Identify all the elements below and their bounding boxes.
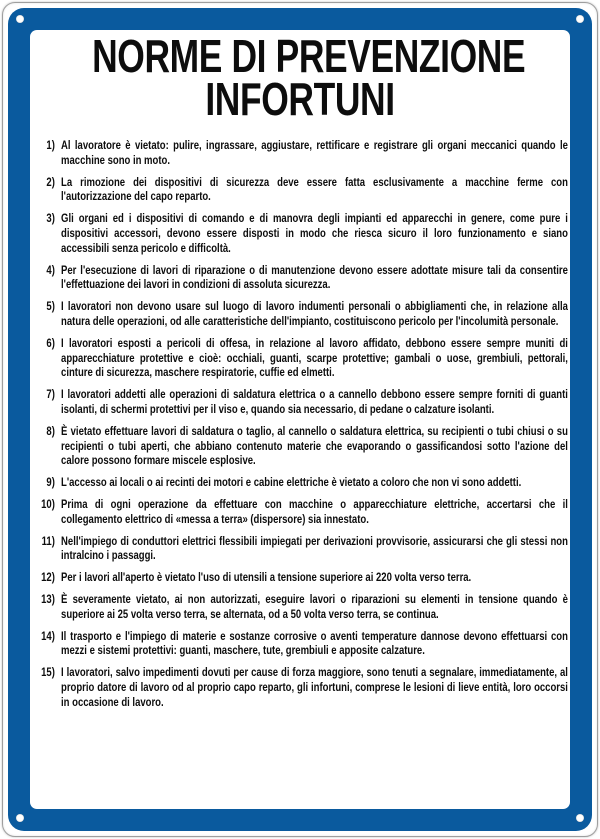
mounting-hole-bottom-right [576, 814, 584, 822]
rule-item [38, 387, 568, 417]
rule-number: 10) [41, 496, 55, 511]
rule-item [38, 570, 568, 585]
rule-text: L'accesso ai locali o ai recinti dei motori e cabine elettriche è vietato a coloro che non vi sono addetti. [61, 475, 522, 490]
rule-number: 9) [46, 475, 55, 490]
rule-text: I lavoratori non devono usare sul luogo di lavoro indumenti personali o abbigliamenti che, in relazione alla natura delle operazioni, od alle caratteristiche dell'impianto, costituiscono pericolo per l'incolumità personale. [61, 299, 568, 328]
rule-item [38, 629, 568, 659]
mounting-hole-bottom-left [16, 814, 24, 822]
rule-text: Al lavoratore è vietato: pulire, ingrassare, aggiustare, rettificare e registrare gli organi meccanici quando le macchine sono in moto. [61, 138, 568, 167]
rule-number: 13) [41, 591, 55, 606]
mounting-hole-top-right [576, 15, 584, 23]
rule-number: 5) [46, 299, 55, 314]
rule-text: Prima di ogni operazione da effettuare con macchine o apparecchiature elettriche, accertarsi che il collegamento elettrico di «messa a terra» (dispersore) sia innestato. [61, 496, 568, 526]
sign-title [92, 30, 526, 125]
rule-number: 7) [46, 387, 55, 402]
rule-number: 2) [46, 174, 55, 189]
rule-item [38, 336, 568, 380]
rule-text: Il trasporto e l'impiego di materie e sostanze corrosive o aventi temperature dannose devono effettuarsi con mezzi e sistemi protettivi: guanti, maschere, tute, grembiuli e apposite calzature. [61, 628, 568, 658]
rule-number: 14) [41, 628, 55, 643]
rule-item [38, 299, 568, 329]
rule-number: 4) [46, 262, 55, 277]
rule-text: Gli organi ed i dispositivi di comando e di manovra degli impianti ed apparecchi in genere, come pure i dispositivi accessori, devono essere disposti in modo che riesca sicuro il loro funzionamento e siano accessibili senza pericolo e difficoltà. [61, 211, 568, 255]
rule-text: La rimozione dei dispositivi di sicurezza deve essere fatta esclusivamente a macchine ferme con l'autorizzazione del capo reparto. [61, 174, 568, 204]
rule-text: I lavoratori esposti a pericoli di offesa, in relazione al lavoro affidato, debbono essere sempre muniti di apparecchiature protettive e cioè: occhiali, guanti, scarpe protettive; gambali o uose, grembiuli, pettorali, cinture di sicurezza, maschere respiratorie, cuffie ed elmetti. [61, 335, 568, 380]
rule-item [38, 175, 568, 205]
rule-text: È severamente vietato, ai non autorizzati, eseguire lavori o riparazioni su elementi in tensione quando è superiore ai 25 volta verso terra, se alternata, od a 50 volta verso terra, se continua. [61, 591, 568, 621]
sign-content [30, 30, 570, 809]
rule-item [38, 665, 568, 709]
sign-title-line2: INFORTUNI [205, 72, 395, 125]
rule-item [38, 592, 568, 622]
rule-number: 6) [46, 335, 55, 350]
rule-text: Nell'impiego di conduttori elettrici flessibili impiegati per derivazioni provvisorie, assicurarsi che gli stessi non intralcino i passaggi. [61, 533, 568, 563]
rule-item [38, 138, 568, 168]
rule-item [38, 475, 568, 490]
rule-number: 8) [46, 423, 55, 438]
rules-list [38, 138, 568, 710]
rule-text: Per l'esecuzione di lavori di riparazione o di manutenzione devono essere adottate misure tali da consentire l'effettuazione dei lavori in condizioni di assoluta sicurezza. [61, 262, 568, 292]
rule-item [38, 534, 568, 564]
rule-number: 12) [41, 570, 55, 585]
rule-item [38, 424, 568, 468]
rule-item [38, 211, 568, 255]
rule-number: 3) [46, 211, 55, 226]
rule-number: 11) [41, 533, 55, 548]
rule-number: 15) [41, 665, 55, 680]
mounting-hole-top-left [16, 15, 24, 23]
rule-text: I lavoratori, salvo impedimenti dovuti per cause di forza maggiore, sono tenuti a segnalare, immediatamente, al proprio datore di lavoro od al proprio capo reparto, gli infortuni, comprese le lesioni di lieve entità, loro occorsi in occasione di lavoro. [61, 665, 568, 709]
rule-item [38, 497, 568, 527]
rule-item [38, 263, 568, 293]
rule-number: 1) [46, 138, 55, 152]
rule-text: I lavoratori addetti alle operazioni di saldatura elettrica o a cannello debbono essere sempre forniti di guanti isolanti, di schermi protettivi per il viso e, quando sia necessario, di pedane o calzature isolanti. [61, 387, 568, 416]
sign-title-line1: NORME DI PREVENZIONE [92, 30, 526, 82]
rule-text: È vietato effettuare lavori di saldatura o taglio, al cannello o saldatura elettrica, su recipienti o tubi chiusi o su recipienti o tubi aperti, che abbiano contenuto materie che evaporando o gassificandosi sotto l'azione del calore possono formare miscele esplosive. [61, 423, 568, 468]
rule-text: Per i lavori all'aperto è vietato l'uso di utensili a tensione superiore ai 220 volta verso terra. [61, 570, 472, 585]
